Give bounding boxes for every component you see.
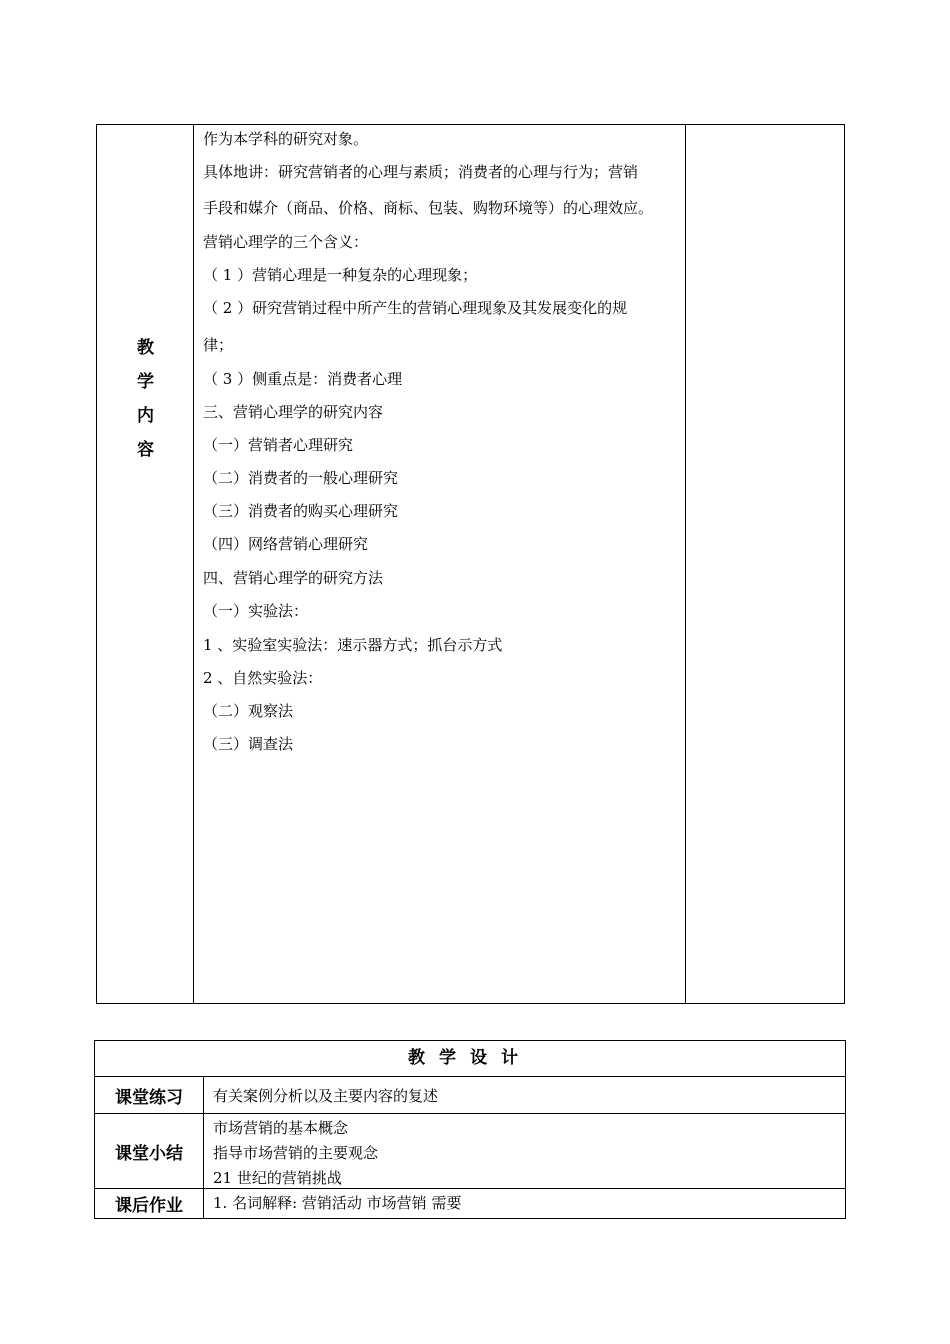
content-line: （三）调查法 — [203, 735, 294, 753]
row-label: 课堂小结 — [95, 1114, 204, 1188]
content-line: （ 3 ）侧重点是：消费者心理 — [203, 370, 403, 388]
label-char: 教 — [137, 338, 154, 358]
row-value: 市场营销的基本概念 — [213, 1119, 349, 1137]
row-value: 指导市场营销的主要观念 — [213, 1144, 379, 1162]
teaching-content-label-cell — [97, 125, 194, 1003]
label-char: 内 — [137, 406, 154, 426]
content-line: （四）网络营销心理研究 — [203, 535, 369, 553]
content-line: （一）实验法： — [203, 602, 309, 620]
row-value: 21 世纪的营销挑战 — [213, 1169, 342, 1187]
teaching-content-table — [96, 124, 845, 1004]
content-line: （一）营销者心理研究 — [203, 436, 354, 454]
classroom-summary-row — [95, 1114, 845, 1189]
teaching-content-body-cell — [194, 125, 686, 1003]
content-line: 四、营销心理学的研究方法 — [203, 569, 384, 587]
content-line: （二）观察法 — [203, 702, 294, 720]
content-line: （二）消费者的一般心理研究 — [203, 469, 399, 487]
row-value: 有关案例分析以及主要内容的复述 — [213, 1087, 439, 1105]
content-line: 三、营销心理学的研究内容 — [203, 403, 384, 421]
content-line: 具体地讲：研究营销者的心理与素质；消费者的心理与行为；营销 — [203, 163, 639, 181]
content-line: 1 、实验室实验法：速示器方式；抓台示方式 — [203, 636, 503, 654]
classroom-practice-row — [95, 1077, 845, 1114]
teaching-design-table — [94, 1040, 846, 1219]
content-line: 营销心理学的三个含义： — [203, 233, 369, 251]
notes-cell — [686, 125, 844, 1003]
homework-row — [95, 1189, 845, 1218]
row-label: 课后作业 — [95, 1189, 204, 1218]
row-label: 课堂练习 — [95, 1077, 204, 1113]
label-char: 容 — [137, 440, 154, 460]
content-line: 2 、自然实验法： — [203, 669, 323, 687]
teaching-design-header: 教学设计 — [95, 1041, 845, 1077]
content-line: 律； — [203, 336, 234, 354]
content-line: （ 1 ）营销心理是一种复杂的心理现象； — [203, 266, 478, 284]
content-line: 作为本学科的研究对象。 — [203, 130, 369, 148]
content-line: 手段和媒介（商品、价格、商标、包装、购物环境等）的心理效应。 — [203, 199, 654, 217]
content-line: （三）消费者的购买心理研究 — [203, 502, 399, 520]
content-line: （ 2 ）研究营销过程中所产生的营销心理现象及其发展变化的规 — [203, 299, 628, 317]
row-value: 1. 名词解释: 营销活动 市场营销 需要 — [213, 1194, 462, 1212]
label-char: 学 — [137, 372, 154, 392]
